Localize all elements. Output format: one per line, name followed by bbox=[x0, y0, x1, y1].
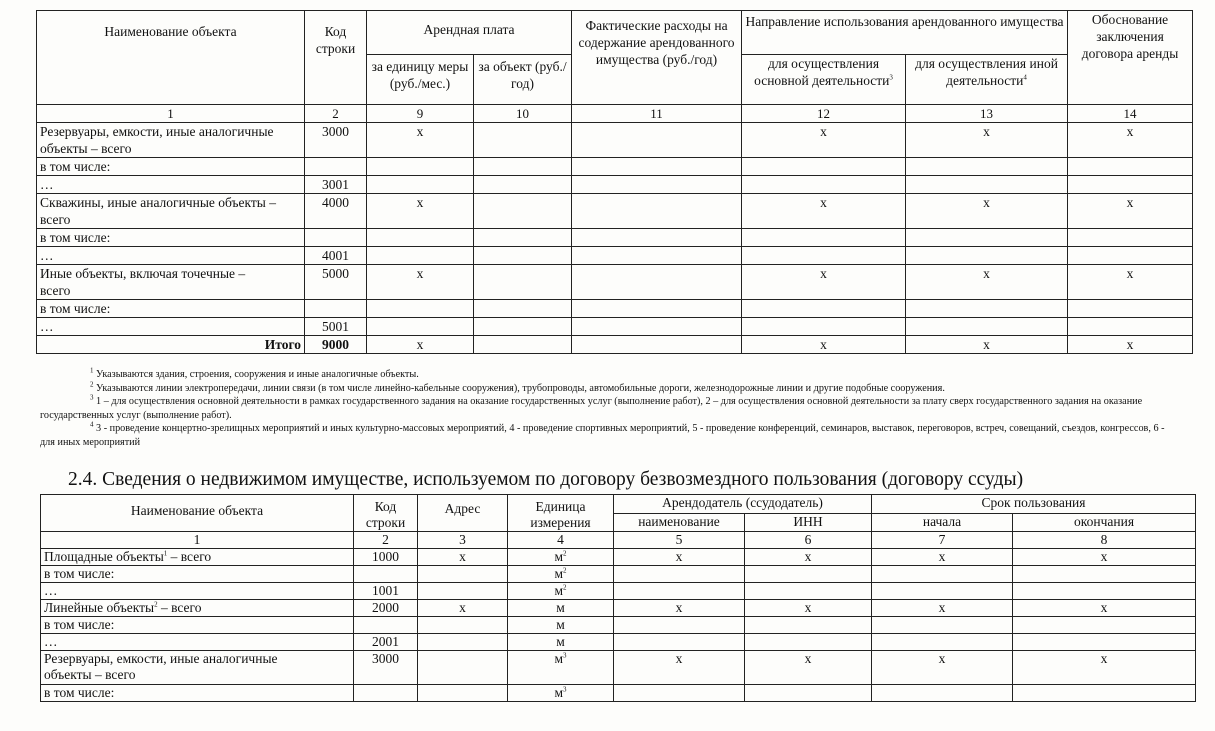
header-row-code: Код строки bbox=[305, 11, 367, 105]
table-row: в том числе: bbox=[37, 158, 1193, 176]
footnote-4: $^4$ 3 - проведение концертно-зрелищных мероприятий и иных культурно-массовых мероприятий, 4 - проведение спортивных мероприятий, 5 - проведение конференций, семинаров, выставок, переговоров, встреч, совещаний, съездов, конгрессов, 6 - для иных мероприятий bbox=[40, 420, 1165, 448]
header-usage-direction: Направление использования арендованного имущества bbox=[742, 11, 1068, 55]
section-title: 2.4. Сведения о недвижимом имуществе, используемом по договору безвозмездного пользования (договору ссуды) bbox=[68, 469, 1024, 490]
table-row: в том числе: bbox=[37, 229, 1193, 247]
rental-property-table bbox=[36, 10, 1193, 354]
footnotes bbox=[40, 368, 1170, 449]
footnote-2: $^2$ Указываются линии электропередачи, линии связи (в том числе линейно-кабельные сооружения), трубопроводы, автомобильные дороги, железнодорожные линии и другие подобные сооружения. bbox=[90, 380, 945, 394]
header-term: Срок пользования bbox=[872, 495, 1196, 514]
footnote-3: $^3$ 1 – для осуществления основной деятельности в рамках государственного задания на оказание государственных услуг (выполнение работ), 2 – для осуществления основной деятельности за плату сверх государственного задания на оказание государственных услуг (выполнение работ). bbox=[40, 393, 1143, 421]
table-row: … 2001 м bbox=[41, 634, 1196, 651]
table-row: Площадные объекты$^1$ – всего 1000 x $м^2$ x x x x bbox=[41, 549, 1196, 566]
header-lessor: Арендодатель (ссудодатель) bbox=[614, 495, 872, 514]
header-object-name: Наименование объекта bbox=[37, 11, 305, 105]
table-row: в том числе: $м^2$ bbox=[41, 566, 1196, 583]
table-row: Скважины, иные аналогичные объекты – всего 4000 x x x x bbox=[37, 194, 1193, 229]
header-row-code: Код строки bbox=[354, 495, 418, 532]
header-lessor-name: наименование bbox=[614, 513, 745, 532]
header-rent: Арендная плата bbox=[367, 11, 572, 55]
footnote-1: $^1$ Указываются здания, строения, сооружения и иные аналогичные объекты. bbox=[90, 366, 419, 380]
table-row: … 3001 bbox=[37, 176, 1193, 194]
header-term-start: начала bbox=[872, 513, 1013, 532]
table-row: Резервуары, емкости, иные аналогичные объекты – всего 3000 $м^3$ x x x x bbox=[41, 651, 1196, 685]
header-lease-basis: Обоснование заключения договора аренды bbox=[1068, 11, 1193, 105]
header-lessor-inn: ИНН bbox=[745, 513, 872, 532]
table-row: Резервуары, емкости, иные аналогичные объекты – всего 3000 x x x x bbox=[37, 123, 1193, 158]
header-term-end: окончания bbox=[1013, 513, 1196, 532]
free-use-property-table bbox=[40, 494, 1196, 702]
header-main-activity: для осуществления основной деятельности$^3$ bbox=[742, 55, 906, 105]
table-row: в том числе: м bbox=[41, 617, 1196, 634]
total-row: Итого 9000 x x x x bbox=[37, 336, 1193, 354]
table-row: … 4001 bbox=[37, 247, 1193, 265]
table-row: в том числе: bbox=[37, 300, 1193, 318]
table-row: … 5001 bbox=[37, 318, 1193, 336]
header-rent-per-object: за объект (руб./год) bbox=[474, 55, 572, 105]
header-other-activity: для осуществления иной деятельности$^4$ bbox=[906, 55, 1068, 105]
table-row: Иные объекты, включая точечные – всего 5000 x x x x bbox=[37, 265, 1193, 300]
header-actual-expenses: Фактические расходы на содержание арендованного имущества (руб./год) bbox=[572, 11, 742, 105]
header-address: Адрес bbox=[418, 495, 508, 532]
table-row: в том числе: $м^3$ bbox=[41, 685, 1196, 702]
column-numbers-row: 1 2 9 10 11 12 13 14 bbox=[37, 105, 1193, 123]
table-row: Линейные объекты$^2$ – всего 2000 x м x x x x bbox=[41, 600, 1196, 617]
column-numbers-row: 1 2 3 4 5 6 7 8 bbox=[41, 532, 1196, 549]
table-row: … 1001 $м^2$ bbox=[41, 583, 1196, 600]
header-object-name: Наименование объекта bbox=[41, 495, 354, 532]
header-rent-per-unit: за единицу меры (руб./мес.) bbox=[367, 55, 474, 105]
header-unit: Единица измерения bbox=[508, 495, 614, 532]
